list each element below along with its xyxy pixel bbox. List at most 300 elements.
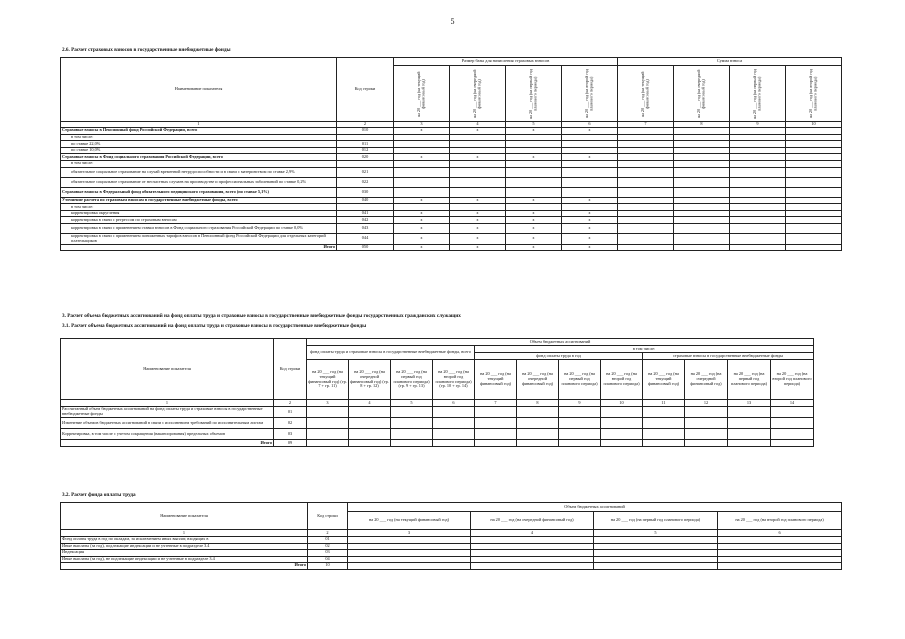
value-cell	[771, 407, 814, 418]
period-header: на 20 ___ год (на очередной финансовый год)	[471, 512, 594, 530]
col-header-volume: Объем бюджетных ассигнований	[348, 503, 842, 512]
column-number: 5	[391, 400, 433, 407]
row-name: Итого	[61, 440, 274, 447]
period-header-text: на 20 ___ год (на первый год планового периода)	[751, 68, 762, 119]
base-cell: х	[394, 128, 450, 135]
table-row	[61, 223, 842, 233]
base-cell: х	[506, 244, 562, 251]
sum-cell	[786, 141, 842, 148]
col-header-name: Наименование показателя	[61, 503, 308, 530]
col-header-code: Код строки	[337, 58, 394, 122]
row-name: Итого	[61, 244, 337, 251]
base-cell	[394, 167, 450, 177]
table-row	[61, 160, 842, 167]
table-row	[61, 440, 857, 447]
column-number: 4	[349, 400, 391, 407]
row-code: 021	[337, 167, 394, 177]
value-cell	[471, 563, 594, 570]
table-row	[61, 407, 857, 418]
value-cell	[475, 418, 517, 429]
value-cell	[643, 429, 685, 440]
base-cell: х	[562, 128, 618, 135]
sum-cell	[786, 154, 842, 161]
value-cell	[559, 418, 601, 429]
base-cell	[394, 160, 450, 167]
row-code: 02	[274, 418, 307, 429]
sum-cell	[730, 147, 786, 154]
base-cell	[450, 204, 506, 211]
period-header: на 20 ___ год (на текущий финансовый год)	[475, 360, 517, 400]
base-cell	[506, 147, 562, 154]
table-row	[61, 233, 842, 244]
base-cell	[450, 141, 506, 148]
col-header-insurance: страховые взносы в государственные внебюджетные фонды	[643, 353, 814, 360]
table-row	[61, 204, 842, 211]
period-header: на 20 ___ год (на второй год планового периода)	[771, 360, 814, 400]
value-cell	[307, 429, 349, 440]
row-code: 022	[337, 177, 394, 187]
value-cell	[391, 440, 433, 447]
period-header: на 20 ___ год (на первый год планового периода)	[728, 360, 771, 400]
row-name: Иные выплаты (за год), не подлежащие индексации и не учтенные в подразделе 3.4	[61, 556, 308, 563]
sum-cell	[618, 223, 674, 233]
base-cell	[562, 160, 618, 167]
period-header-text: на 20 ___ год (на первый год планового периода)	[527, 68, 538, 119]
row-code: 043	[337, 223, 394, 233]
base-cell	[562, 147, 618, 154]
table-row	[61, 418, 857, 429]
value-cell	[728, 407, 771, 418]
row-name: Корректировка, в том числе с учетом сокращения (вакансирования) предельных объемов	[61, 429, 274, 440]
value-cell	[685, 440, 728, 447]
base-cell: х	[506, 233, 562, 244]
table-row	[61, 244, 842, 251]
sum-cell	[618, 217, 674, 224]
period-header-text: на 20 ___ год (на текущий финансовый год)	[639, 70, 650, 117]
sum-cell	[730, 167, 786, 177]
row-name: Иные выплаты (за год), подлежащие индексации и не учтенные в подразделе 3.4	[61, 543, 308, 550]
row-code: 011	[337, 141, 394, 148]
col-header-code: Код строки	[274, 339, 307, 400]
base-cell: х	[394, 197, 450, 204]
row-code	[337, 134, 394, 141]
sum-cell	[786, 223, 842, 233]
budget-allocation-table	[60, 338, 857, 447]
period-header	[450, 66, 506, 122]
column-number: 2	[274, 400, 307, 407]
row-code: 02	[308, 543, 348, 550]
period-header: на 20 ___ год (на первый год планового периода)	[559, 360, 601, 400]
table-row	[61, 177, 842, 187]
column-number: 11	[643, 400, 685, 407]
row-name: корректировка в связи с применением пониженных тарифов взносов в Пенсионный фонд Российской Федерации для отдельных категорий плательщиков	[61, 233, 337, 244]
sum-cell	[674, 187, 730, 197]
sum-cell	[730, 204, 786, 211]
period-header	[618, 66, 674, 122]
value-cell	[475, 429, 517, 440]
row-code: 030	[337, 187, 394, 197]
base-cell: х	[562, 233, 618, 244]
sum-cell	[674, 160, 730, 167]
value-cell	[349, 440, 391, 447]
row-name: Страховые взносы в Фонд социального страхования Российской Федерации, всего	[61, 154, 337, 161]
base-cell	[506, 167, 562, 177]
base-cell	[394, 177, 450, 187]
row-name: обязательное социальное страхование от несчастных случаев на производстве и профессиональных заболеваний по ставке 0,2%	[61, 177, 337, 187]
column-number: 6	[433, 400, 475, 407]
sum-cell	[674, 141, 730, 148]
sum-cell	[618, 210, 674, 217]
value-cell	[517, 407, 559, 418]
base-cell	[562, 204, 618, 211]
value-cell	[517, 418, 559, 429]
row-code: 01	[308, 537, 348, 544]
sum-cell	[730, 141, 786, 148]
sum-cell	[674, 217, 730, 224]
base-cell: х	[394, 154, 450, 161]
sum-cell	[786, 167, 842, 177]
row-name: в том числе:	[61, 160, 337, 167]
row-code: 01	[274, 407, 307, 418]
sum-cell	[674, 197, 730, 204]
row-code: 04	[308, 556, 348, 563]
value-cell	[307, 407, 349, 418]
section-2-6-title: 2.6. Расчет страховых взносов в государственные внебюджетные фонды	[62, 47, 231, 53]
table-row	[61, 147, 842, 154]
base-cell: х	[450, 197, 506, 204]
value-cell	[391, 418, 433, 429]
row-name: корректировка округления	[61, 210, 337, 217]
column-number: 8	[674, 122, 730, 128]
row-name: корректировка в связи с применением ставки взносов в Фонд социального страхования Российской Федерации по ставке 0,0%	[61, 223, 337, 233]
value-cell	[307, 418, 349, 429]
table-row	[61, 128, 842, 135]
value-cell	[594, 563, 718, 570]
period-header	[394, 66, 450, 122]
period-header: на 20 ___ год (на второй год планового периода)	[718, 512, 842, 530]
base-cell: х	[506, 197, 562, 204]
payroll-fund-table	[60, 502, 842, 570]
col-header-base: Размер базы для начисления страховых взносов	[394, 58, 618, 66]
base-cell: х	[394, 210, 450, 217]
row-code: 03	[308, 550, 348, 557]
value-cell	[433, 418, 475, 429]
value-cell	[559, 429, 601, 440]
value-cell	[433, 407, 475, 418]
row-name: Индексация	[61, 550, 308, 557]
sum-cell	[730, 233, 786, 244]
sum-cell	[730, 223, 786, 233]
value-cell	[601, 418, 643, 429]
sum-cell	[786, 204, 842, 211]
base-cell: х	[562, 223, 618, 233]
sum-cell	[674, 177, 730, 187]
row-code: 03	[274, 429, 307, 440]
value-cell	[391, 429, 433, 440]
base-cell: х	[562, 154, 618, 161]
sum-cell	[730, 160, 786, 167]
base-cell	[450, 147, 506, 154]
column-number: 14	[771, 400, 814, 407]
base-cell	[562, 134, 618, 141]
page-number: 5	[450, 17, 455, 26]
base-cell: х	[394, 217, 450, 224]
period-header-text: на 20 ___ год (на второй год планового периода)	[807, 69, 818, 118]
base-cell	[562, 177, 618, 187]
sum-cell	[786, 233, 842, 244]
value-cell	[643, 407, 685, 418]
base-cell: х	[394, 244, 450, 251]
table-row	[61, 563, 842, 570]
sum-cell	[730, 217, 786, 224]
period-header	[506, 66, 562, 122]
base-cell	[394, 187, 450, 197]
table-row	[61, 134, 842, 141]
base-cell: х	[394, 233, 450, 244]
sum-cell	[674, 147, 730, 154]
base-cell	[506, 187, 562, 197]
base-cell	[450, 134, 506, 141]
row-name: Изменение объемов бюджетных ассигнований в связи с исполнением требований по исполнительным листам	[61, 418, 274, 429]
column-number: 5	[506, 122, 562, 128]
table-row	[61, 197, 842, 204]
sum-cell	[618, 160, 674, 167]
base-cell	[506, 177, 562, 187]
base-cell: х	[450, 223, 506, 233]
sum-cell	[786, 147, 842, 154]
value-cell	[685, 407, 728, 418]
period-header: на 20 ___ год (на текущий финансовый год) (гр. 7 + гр. 11)	[307, 360, 349, 400]
value-cell	[771, 418, 814, 429]
sum-cell	[674, 233, 730, 244]
row-code: 044	[337, 233, 394, 244]
base-cell	[394, 141, 450, 148]
table-row	[61, 141, 842, 148]
base-cell	[450, 167, 506, 177]
column-number: 10	[601, 400, 643, 407]
value-cell	[391, 407, 433, 418]
value-cell	[685, 418, 728, 429]
period-header-text: на 20 ___ год (на очередной финансовый год)	[471, 69, 482, 118]
sum-cell	[674, 244, 730, 251]
value-cell	[475, 407, 517, 418]
base-cell	[506, 160, 562, 167]
value-cell	[601, 407, 643, 418]
period-header-text: на 20 ___ год (на очередной финансовый год)	[695, 69, 706, 118]
table-row	[61, 154, 842, 161]
column-number: 3	[348, 530, 471, 537]
column-number: 9	[730, 122, 786, 128]
sum-cell	[786, 187, 842, 197]
base-cell	[506, 141, 562, 148]
sum-cell	[618, 233, 674, 244]
base-cell: х	[450, 128, 506, 135]
value-cell	[728, 418, 771, 429]
sum-cell	[730, 197, 786, 204]
period-header	[786, 66, 842, 122]
sum-cell	[786, 128, 842, 135]
sum-cell	[618, 197, 674, 204]
base-cell	[562, 141, 618, 148]
section-3-1-title: 3.1. Расчет объема бюджетных ассигнований на фонд оплаты труда и страховые взносы в государственные внебюджетные фонды	[62, 323, 367, 329]
value-cell	[685, 429, 728, 440]
value-cell	[348, 563, 471, 570]
sum-cell	[730, 128, 786, 135]
col-header-name: Наименование показателя	[61, 58, 337, 122]
sum-cell	[618, 141, 674, 148]
insurance-contributions-table	[60, 57, 842, 251]
sum-cell	[786, 134, 842, 141]
period-header-text: на 20 ___ год (на второй год планового периода)	[583, 69, 594, 118]
value-cell	[771, 429, 814, 440]
base-cell: х	[506, 223, 562, 233]
period-header: на 20 ___ год (на первый год планового периода) (гр. 9 + гр. 13)	[391, 360, 433, 400]
period-header	[562, 66, 618, 122]
sum-cell	[786, 217, 842, 224]
value-cell	[601, 440, 643, 447]
column-number: 13	[728, 400, 771, 407]
table-row	[61, 187, 842, 197]
sum-cell	[674, 204, 730, 211]
table-row	[61, 167, 842, 177]
value-cell	[728, 440, 771, 447]
period-header: на 20 ___ год (на очередной финансовый год) (гр. 8 + гр. 12)	[349, 360, 391, 400]
row-name: в том числе:	[61, 134, 337, 141]
row-code: 09	[274, 440, 307, 447]
column-number: 5	[594, 530, 718, 537]
sum-cell	[674, 167, 730, 177]
base-cell: х	[562, 197, 618, 204]
base-cell: х	[450, 217, 506, 224]
row-name: в том числе:	[61, 204, 337, 211]
base-cell: х	[450, 244, 506, 251]
sum-cell	[786, 197, 842, 204]
value-cell	[643, 418, 685, 429]
row-code: 012	[337, 147, 394, 154]
base-cell: х	[562, 217, 618, 224]
base-cell: х	[450, 210, 506, 217]
row-code: 010	[337, 128, 394, 135]
sum-cell	[786, 244, 842, 251]
col-header-fot: фонд оплаты труда в год	[475, 353, 643, 360]
column-number: 2	[337, 122, 394, 128]
row-code: 040	[337, 197, 394, 204]
column-number: 7	[618, 122, 674, 128]
col-header-name: Наименование показателя	[61, 339, 274, 400]
period-header: на 20 ___ год (на текущий финансовый год)	[348, 512, 471, 530]
sum-cell	[618, 154, 674, 161]
sum-cell	[786, 160, 842, 167]
value-cell	[517, 429, 559, 440]
column-number: 3	[394, 122, 450, 128]
row-name: по ставке 22,0%	[61, 141, 337, 148]
base-cell	[394, 134, 450, 141]
row-code: 041	[337, 210, 394, 217]
column-number: 4	[471, 530, 594, 537]
base-cell: х	[506, 217, 562, 224]
base-cell: х	[450, 154, 506, 161]
sum-cell	[730, 177, 786, 187]
sum-cell	[674, 223, 730, 233]
base-cell	[394, 204, 450, 211]
base-cell	[506, 204, 562, 211]
base-cell	[394, 147, 450, 154]
col-header-fot-total: фонд оплаты труда и страховые взносы в государственные внебюджетные фонды, всего	[307, 346, 475, 360]
period-header	[674, 66, 730, 122]
base-cell	[450, 187, 506, 197]
period-header: на 20 ___ год (на второй год планового периода)	[601, 360, 643, 400]
base-cell	[506, 134, 562, 141]
period-header	[730, 66, 786, 122]
sum-cell	[618, 187, 674, 197]
base-cell: х	[562, 210, 618, 217]
col-header-code: Код строки	[308, 503, 348, 530]
sum-cell	[618, 177, 674, 187]
column-number: 1	[61, 122, 337, 128]
sum-cell	[730, 187, 786, 197]
value-cell	[718, 563, 842, 570]
column-number: 4	[450, 122, 506, 128]
base-cell: х	[506, 128, 562, 135]
base-cell	[450, 177, 506, 187]
sum-cell	[674, 154, 730, 161]
sum-cell	[786, 210, 842, 217]
row-code: 020	[337, 154, 394, 161]
sum-cell	[618, 204, 674, 211]
sum-cell	[618, 244, 674, 251]
value-cell	[475, 440, 517, 447]
value-cell	[728, 429, 771, 440]
column-number: 1	[61, 530, 308, 537]
value-cell	[433, 429, 475, 440]
row-name: Фонд оплаты труда в год по окладам, за исключением иных выплат, входящих в	[61, 537, 308, 544]
row-name: Страховые взносы в Федеральный фонд обязательного медицинского страхования, всего (по ставке 5,1%)	[61, 187, 337, 197]
base-cell	[450, 160, 506, 167]
sum-cell	[674, 128, 730, 135]
table-row	[61, 210, 842, 217]
period-header: на 20 ___ год (на первый год планового периода)	[594, 512, 718, 530]
base-cell: х	[506, 210, 562, 217]
value-cell	[559, 407, 601, 418]
sum-cell	[618, 167, 674, 177]
sum-cell	[730, 244, 786, 251]
period-header: на 20 ___ год (на текущий финансовый год)	[643, 360, 685, 400]
sum-cell	[674, 210, 730, 217]
period-header-text: на 20 ___ год (на текущий финансовый год)	[415, 70, 426, 117]
sum-cell	[618, 134, 674, 141]
column-number: 2	[308, 530, 348, 537]
row-code	[337, 204, 394, 211]
section-3-2-title: 3.2. Расчет фонда оплаты труда	[62, 492, 136, 498]
sum-cell	[730, 134, 786, 141]
column-number: 10	[786, 122, 842, 128]
sum-cell	[786, 177, 842, 187]
row-name: Страховые взносы в Пенсионный фонд Российской Федерации, всего	[61, 128, 337, 135]
row-name: обязательное социальное страхование на случай временной нетрудоспособности и в связи с материнством по ставке 2,9%	[61, 167, 337, 177]
row-code	[337, 160, 394, 167]
value-cell	[307, 440, 349, 447]
row-name: корректировка в связи с регрессом по страховым взносам	[61, 217, 337, 224]
value-cell	[771, 440, 814, 447]
value-cell	[601, 429, 643, 440]
base-cell	[562, 167, 618, 177]
column-number: 12	[685, 400, 728, 407]
value-cell	[349, 407, 391, 418]
base-cell: х	[562, 244, 618, 251]
column-number: 8	[517, 400, 559, 407]
value-cell	[349, 418, 391, 429]
sum-cell	[730, 210, 786, 217]
